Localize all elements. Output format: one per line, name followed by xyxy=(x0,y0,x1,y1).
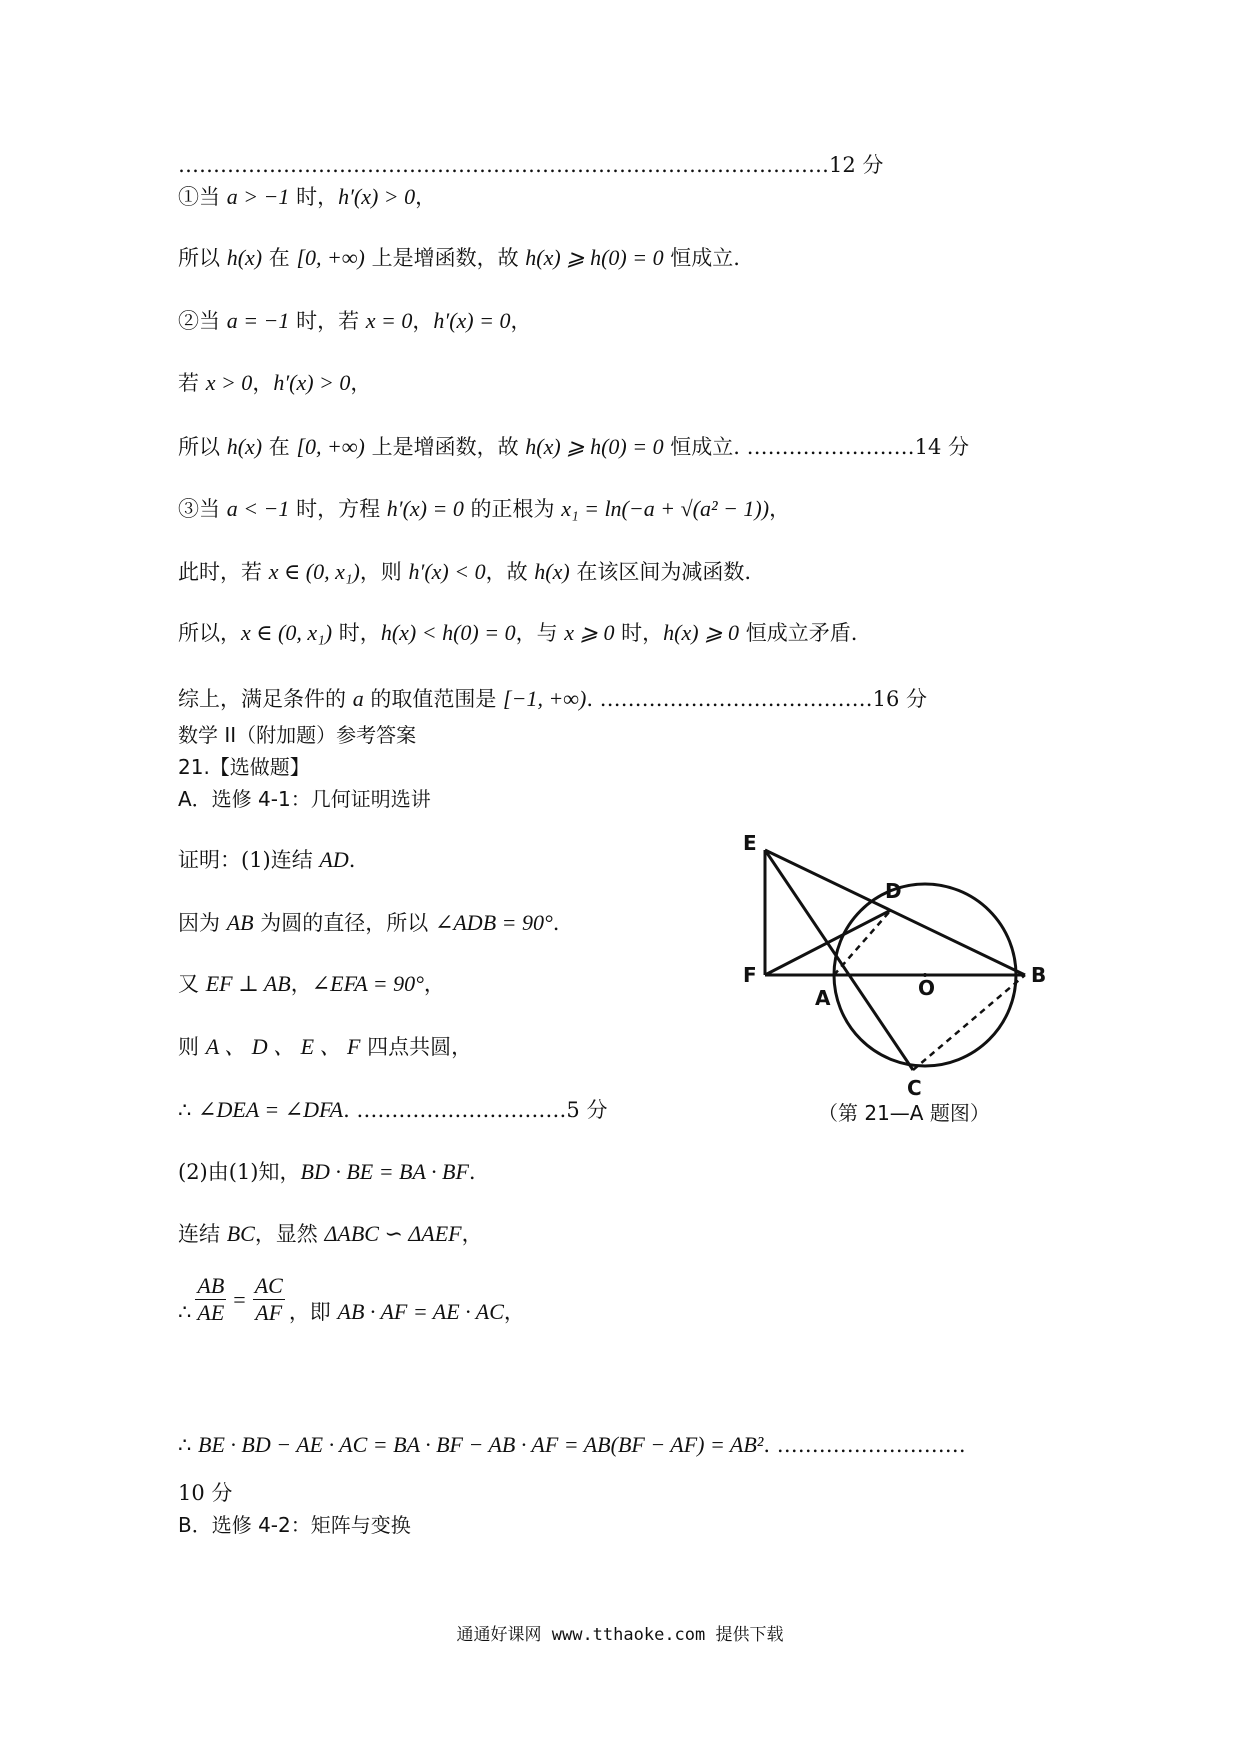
text: 21.【选做题】 xyxy=(178,755,310,779)
text: 所以 xyxy=(178,435,227,459)
text: 在该区间为减函数. xyxy=(569,560,752,584)
text: ， xyxy=(252,371,274,395)
text: ， xyxy=(510,309,532,333)
text: ，故 xyxy=(485,560,535,584)
math: h(x) < h(0) = 0 xyxy=(380,620,516,645)
label-a: A xyxy=(815,986,831,1010)
label-b: B xyxy=(1031,963,1047,987)
text: 恒成立. xyxy=(663,246,740,270)
math: h(x) xyxy=(226,434,263,459)
math: AB xyxy=(226,910,254,935)
text: ②当 xyxy=(178,309,227,333)
text: ①当 xyxy=(178,185,227,209)
label-f: F xyxy=(743,963,757,987)
text: 在 xyxy=(262,435,297,459)
math: h′(x) < 0 xyxy=(408,559,486,584)
text: 连结 xyxy=(178,1222,227,1246)
text: 所以 xyxy=(178,246,227,270)
text: 时，方程 xyxy=(289,497,387,521)
text: 此时，若 xyxy=(178,560,269,584)
math: BD · BE = BA · BF xyxy=(300,1159,469,1184)
equals-sign: = xyxy=(233,1286,246,1312)
math: x > 0 xyxy=(205,370,253,395)
text: ， xyxy=(350,371,372,395)
proof-part-2-step-1 xyxy=(178,1219,483,1249)
fraction-numerator: AB xyxy=(197,1273,225,1298)
proof-step-2 xyxy=(178,908,559,938)
text: ，即 xyxy=(288,1300,338,1324)
math: h(x) ⩾ 0 xyxy=(663,620,740,645)
text: ， xyxy=(423,972,445,996)
math: a = −1 xyxy=(226,308,290,333)
math: AD xyxy=(319,847,349,872)
case-1-line xyxy=(178,182,436,212)
option-a-title xyxy=(178,784,431,814)
label-d: D xyxy=(885,879,902,903)
text: 因为 xyxy=(178,911,227,935)
text: ，显然 xyxy=(254,1222,325,1246)
math: EF ⊥ AB xyxy=(205,971,291,996)
text: ∴ xyxy=(178,1433,199,1457)
score-line-12 xyxy=(178,150,883,180)
text: A．选修 4-1：几何证明选讲 xyxy=(178,787,431,811)
text: 时， xyxy=(614,621,664,645)
text: B．选修 4-2：矩阵与变换 xyxy=(178,1513,411,1537)
math: x₁ = ln(−a + √(a² − 1)) xyxy=(561,496,770,521)
text: . xyxy=(348,848,356,872)
text: 所以， xyxy=(178,621,241,645)
text: 的取值范围是 xyxy=(363,687,504,711)
case-2-conclusion xyxy=(178,432,969,462)
text: 数学 II（附加题）参考答案 xyxy=(178,723,417,747)
page-footer: 通通好课网 www.tthaoke.com 提供下载 xyxy=(456,1625,784,1645)
text: . xyxy=(468,1160,476,1184)
segment-fd xyxy=(765,910,891,975)
text: 四点共圆， xyxy=(360,1035,473,1059)
text: . …………………………………16 分 xyxy=(586,687,928,711)
text: 时，若 xyxy=(289,309,366,333)
text: 在 xyxy=(262,246,297,270)
math: BE · BD − AE · AC = BA · BF − AB · AF = AB(BF − AF) = AB² xyxy=(198,1432,764,1457)
text: . ……………………… xyxy=(763,1433,966,1457)
summary-line xyxy=(178,684,927,714)
math: ∠ADB = 90° xyxy=(434,910,553,935)
text: 综上，满足条件的 xyxy=(178,687,353,711)
proof-step-4 xyxy=(178,1032,472,1062)
fraction-denominator: AE xyxy=(197,1300,225,1325)
case-3-line xyxy=(178,494,790,524)
text: ， xyxy=(290,972,312,996)
math: h(x) xyxy=(534,559,570,584)
proof-step-5 xyxy=(178,1095,607,1125)
math: h′(x) = 0 xyxy=(386,496,464,521)
math: x ∈ (0, x₁) xyxy=(241,620,333,645)
text: 又 xyxy=(178,972,206,996)
case-1-conclusion xyxy=(178,243,740,273)
text: ，则 xyxy=(359,560,409,584)
label-o: O xyxy=(918,976,936,1000)
math: h(x) xyxy=(226,245,263,270)
text: ∴ xyxy=(178,1098,199,1122)
label-e: E xyxy=(743,831,757,855)
math: ∠DEA = ∠DFA xyxy=(198,1097,344,1122)
math: x ∈ (0, x₁) xyxy=(268,559,360,584)
math: h(x) ⩾ h(0) = 0 xyxy=(525,245,664,270)
fraction-denominator: AF xyxy=(255,1300,283,1325)
math: A 、 D 、 E 、 F xyxy=(205,1034,361,1059)
figure-caption: （第 21—A 题图） xyxy=(818,1101,990,1125)
proof-part-2 xyxy=(178,1157,476,1187)
text: ③当 xyxy=(178,497,227,521)
text: ， xyxy=(415,185,437,209)
text: ， xyxy=(503,1300,525,1324)
label-c: C xyxy=(907,1076,922,1100)
math: a < −1 xyxy=(226,496,290,521)
text: 上是增函数，故 xyxy=(364,246,526,270)
option-b-title xyxy=(178,1510,411,1540)
fraction-numerator: AC xyxy=(254,1273,283,1298)
text: 恒成立. ……………………14 分 xyxy=(663,435,970,459)
math: [0, +∞) xyxy=(296,434,365,459)
math: h′(x) > 0 xyxy=(273,370,351,395)
math: [0, +∞) xyxy=(296,245,365,270)
math: ΔABC ∽ ΔAEF xyxy=(324,1221,462,1246)
text: . xyxy=(552,911,560,935)
fraction xyxy=(253,1273,285,1326)
text: . …………………………5 分 xyxy=(343,1098,608,1122)
score-text: …………………………………………………………………………………12 分 xyxy=(178,153,884,177)
text: 证明：(1)连结 xyxy=(178,848,320,872)
text: 10 分 xyxy=(178,1481,233,1505)
section-title xyxy=(178,720,416,750)
question-number xyxy=(178,752,310,782)
text: ， xyxy=(769,497,791,521)
text: 的正根为 xyxy=(463,497,562,521)
text: 为圆的直径，所以 xyxy=(253,911,435,935)
math: x ⩾ 0 xyxy=(564,620,615,645)
fraction xyxy=(195,1273,226,1326)
text: 则 xyxy=(178,1035,206,1059)
case-2-sub xyxy=(178,368,371,398)
text: 上是增函数，故 xyxy=(364,435,526,459)
math: h(x) ⩾ h(0) = 0 xyxy=(525,434,664,459)
text: ，与 xyxy=(515,621,565,645)
case-3-sub xyxy=(178,557,751,587)
segment-ad-dashed xyxy=(834,910,891,975)
score-line-10 xyxy=(178,1478,232,1508)
proof-step-3 xyxy=(178,969,445,999)
text: 时， xyxy=(332,621,381,645)
math: a xyxy=(352,686,364,711)
math: h′(x) = 0 xyxy=(433,308,511,333)
math: [−1, +∞) xyxy=(503,686,587,711)
math: BC xyxy=(226,1221,255,1246)
math: x = 0 xyxy=(365,308,413,333)
text: 若 xyxy=(178,371,206,395)
math: AB · AF = AE · AC xyxy=(337,1299,504,1324)
case-2-line xyxy=(178,306,531,336)
math: a > −1 xyxy=(226,184,290,209)
text: ， xyxy=(412,309,434,333)
case-3-contradiction xyxy=(178,618,857,648)
therefore-sign: ∴ xyxy=(178,1300,192,1324)
math: h′(x) > 0 xyxy=(338,184,416,209)
proof-step-1 xyxy=(178,845,355,875)
text: ， xyxy=(461,1222,483,1246)
text: 恒成立矛盾. xyxy=(739,621,858,645)
text: 时， xyxy=(289,185,339,209)
geometry-figure xyxy=(735,810,1075,1100)
text: (2)由(1)知， xyxy=(178,1160,301,1184)
proof-part-2-step-3 xyxy=(178,1430,966,1460)
math: ∠EFA = 90° xyxy=(311,971,424,996)
proof-part-2-step-2 xyxy=(178,1268,525,1342)
